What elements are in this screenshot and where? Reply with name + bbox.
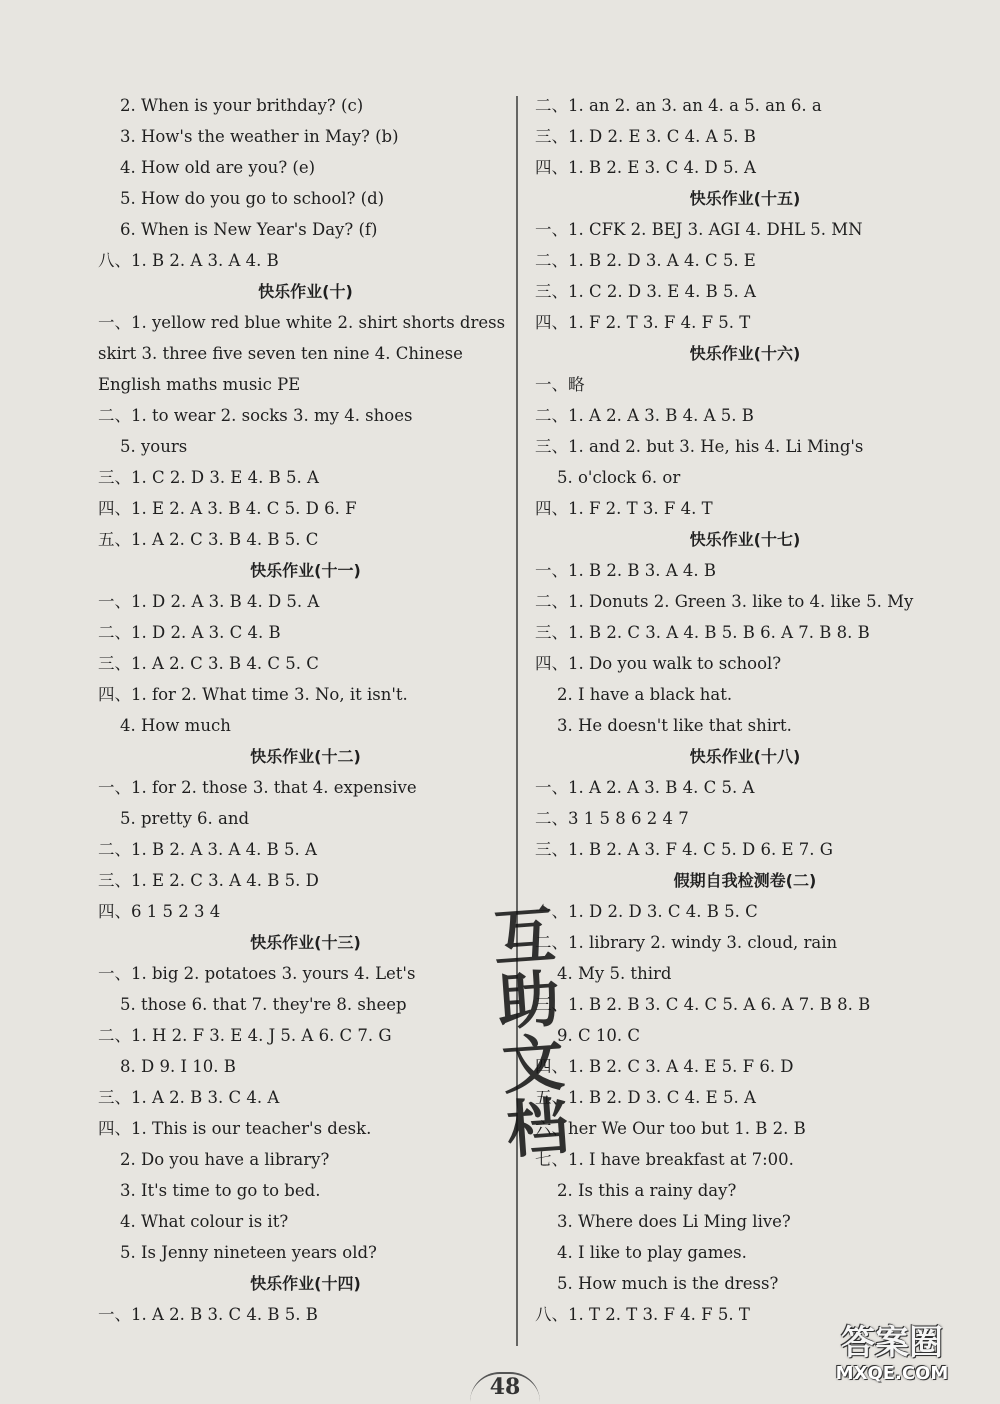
section-heading: 快乐作业(十八) — [689, 747, 801, 766]
answer-line: 8. D 9. I 10. B — [120, 1057, 236, 1076]
answer-line: 4. My 5. third — [557, 964, 672, 983]
answer-line: 二、1. to wear 2. socks 3. my 4. shoes — [98, 406, 413, 425]
answer-line: 3. How's the weather in May? (b) — [120, 127, 399, 146]
answer-line: 五、1. A 2. C 3. B 4. B 5. C — [98, 530, 319, 549]
answer-line: 四、1. B 2. E 3. C 4. D 5. A — [535, 158, 756, 177]
answer-line: 一、1. D 2. A 3. B 4. D 5. A — [98, 592, 320, 611]
site-watermark — [792, 1324, 992, 1394]
handwritten-character: 文 — [499, 1025, 567, 1103]
handwritten-character: 助 — [495, 961, 563, 1040]
page-number: 48 — [470, 1372, 540, 1404]
watermark-logo-text: 答案圈 — [841, 1323, 943, 1363]
right-column — [535, 90, 955, 1330]
answer-line: 四、1. E 2. A 3. B 4. C 5. D 6. F — [98, 499, 357, 518]
answer-line: 四、1. F 2. T 3. F 4. F 5. T — [535, 313, 751, 332]
answer-line: 3. He doesn't like that shirt. — [557, 716, 792, 735]
answer-line: 八、1. T 2. T 3. F 4. F 5. T — [535, 1305, 750, 1324]
left-column — [98, 90, 513, 1330]
answer-line: 二、1. library 2. windy 3. cloud, rain — [535, 933, 838, 952]
answer-line: 2. Is this a rainy day? — [557, 1181, 737, 1200]
answer-line: 3. Where does Li Ming live? — [557, 1212, 791, 1231]
answer-line: 二、1. D 2. A 3. C 4. B — [98, 623, 281, 642]
answer-line: 5. How much is the dress? — [557, 1274, 779, 1293]
answer-line: 一、1. D 2. D 3. C 4. B 5. C — [535, 902, 758, 921]
watermark-url: MXQE.COM — [835, 1363, 949, 1384]
answer-line: 4. How much — [120, 716, 231, 735]
answer-line: 六、her We Our too but 1. B 2. B — [535, 1119, 806, 1138]
answer-line: 9. C 10. C — [557, 1026, 640, 1045]
answer-line: 一、1. CFK 2. BEJ 3. AGI 4. DHL 5. MN — [535, 220, 863, 239]
section-heading: 快乐作业(十四) — [250, 1274, 361, 1293]
answer-line: 二、3 1 5 8 6 2 4 7 — [535, 809, 689, 828]
answer-line: 一、1. B 2. B 3. A 4. B — [535, 561, 716, 580]
handwritten-character: 档 — [504, 1089, 572, 1167]
answer-line: 二、1. an 2. an 3. an 4. a 5. an 6. a — [535, 96, 822, 115]
answer-line: 三、1. and 2. but 3. He, his 4. Li Ming's — [535, 437, 864, 456]
answer-line: 二、1. B 2. D 3. A 4. C 5. E — [535, 251, 756, 270]
answer-line: 一、1. A 2. B 3. C 4. B 5. B — [98, 1305, 318, 1324]
answer-line: 四、1. F 2. T 3. F 4. T — [535, 499, 713, 518]
answer-line: 四、1. B 2. C 3. A 4. E 5. F 6. D — [535, 1057, 794, 1076]
answer-line: 5. those 6. that 7. they're 8. sheep — [120, 995, 407, 1014]
answer-line: 5. Is Jenny nineteen years old? — [120, 1243, 377, 1262]
answer-line: English maths music PE — [98, 375, 301, 394]
answer-line: 一、1. big 2. potatoes 3. yours 4. Let's — [98, 964, 416, 983]
answer-line: 二、1. H 2. F 3. E 4. J 5. A 6. C 7. G — [98, 1026, 392, 1045]
answer-line: 八、1. B 2. A 3. A 4. B — [98, 251, 279, 270]
section-heading: 快乐作业(十六) — [689, 344, 801, 363]
answer-line: 2. I have a black hat. — [557, 685, 733, 704]
answer-line: 三、1. A 2. C 3. B 4. C 5. C — [98, 654, 319, 673]
answer-line: 6. When is New Year's Day? (f) — [120, 220, 378, 239]
section-heading: 假期自我检测卷(二) — [673, 871, 817, 890]
answer-line: 一、1. A 2. A 3. B 4. C 5. A — [535, 778, 755, 797]
section-heading: 快乐作业(十一) — [250, 561, 361, 580]
answer-line: 2. Do you have a library? — [120, 1150, 330, 1169]
answer-line: 5. pretty 6. and — [120, 809, 250, 828]
answer-line: 2. When is your brithday? (c) — [120, 96, 364, 115]
section-heading: 快乐作业(十二) — [250, 747, 361, 766]
answer-line: 一、1. for 2. those 3. that 4. expensive — [98, 778, 417, 797]
answer-line: 四、1. This is our teacher's desk. — [98, 1119, 372, 1138]
section-heading: 快乐作业(十) — [258, 282, 353, 301]
handwritten-annotation — [490, 898, 599, 1167]
answer-line: 四、1. for 2. What time 3. No, it isn't. — [98, 685, 408, 704]
answer-line: 4. What colour is it? — [120, 1212, 289, 1231]
answer-line: 五、1. B 2. D 3. C 4. E 5. A — [535, 1088, 756, 1107]
answer-line: 七、1. I have breakfast at 7:00. — [535, 1150, 794, 1169]
answer-line: 二、1. A 2. A 3. B 4. A 5. B — [535, 406, 754, 425]
answer-line: 三、1. B 2. A 3. F 4. C 5. D 6. E 7. G — [535, 840, 833, 859]
answer-line: 三、1. C 2. D 3. E 4. B 5. A — [535, 282, 756, 301]
section-heading: 快乐作业(十五) — [689, 189, 801, 208]
answer-line: 一、1. yellow red blue white 2. shirt shorts dress — [98, 313, 506, 332]
answer-line: 二、1. Donuts 2. Green 3. like to 4. like 5. My — [535, 592, 914, 611]
handwritten-character: 互 — [490, 898, 558, 976]
answer-line: 二、1. B 2. A 3. A 4. B 5. A — [98, 840, 317, 859]
answer-line: 四、6 1 5 2 3 4 — [98, 902, 221, 921]
answer-line: 三、1. E 2. C 3. A 4. B 5. D — [98, 871, 319, 890]
answer-line: 三、1. A 2. B 3. C 4. A — [98, 1088, 280, 1107]
section-heading: 快乐作业(十七) — [689, 530, 801, 549]
answer-line: skirt 3. three five seven ten nine 4. Chinese — [98, 344, 463, 363]
answer-line: 5. yours — [120, 437, 188, 456]
answer-line: 一、略 — [535, 375, 585, 394]
answer-line: 三、1. D 2. E 3. C 4. A 5. B — [535, 127, 756, 146]
answer-line: 三、1. B 2. B 3. C 4. C 5. A 6. A 7. B 8. B — [535, 995, 871, 1014]
answer-line: 三、1. C 2. D 3. E 4. B 5. A — [98, 468, 319, 487]
answer-line: 4. I like to play games. — [557, 1243, 747, 1262]
answer-line: 3. It's time to go to bed. — [120, 1181, 321, 1200]
answer-line: 三、1. B 2. C 3. A 4. B 5. B 6. A 7. B 8. B — [535, 623, 870, 642]
answer-line: 5. How do you go to school? (d) — [120, 189, 385, 208]
section-heading: 快乐作业(十三) — [250, 933, 361, 952]
answer-line: 四、1. Do you walk to school? — [535, 654, 782, 673]
answer-line: 4. How old are you? (e) — [120, 158, 316, 177]
answer-line: 5. o'clock 6. or — [557, 468, 681, 487]
